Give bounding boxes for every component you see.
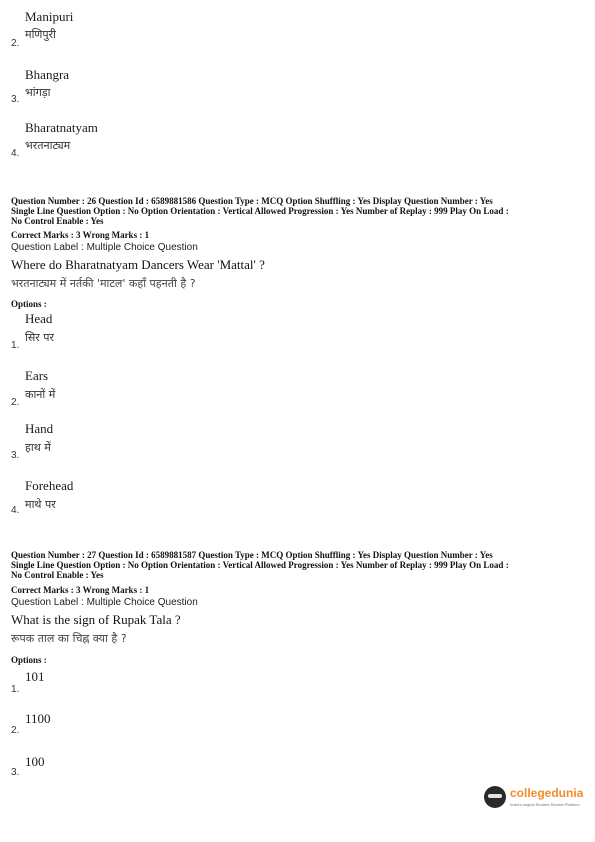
- question-text-en: Where do Bharatnatyam Dancers Wear 'Mattal' ?: [11, 257, 265, 272]
- option-number: 2.: [11, 397, 20, 408]
- option-en: Bharatnatyam: [25, 120, 98, 135]
- option-en: 100: [25, 754, 45, 769]
- question-label: Question Label : Multiple Choice Question: [11, 242, 198, 253]
- meta-line: Single Line Question Option : No Option Orientation : Vertical Allowed Progression : Yes Number of Replay : 999 Play On Load :: [11, 206, 509, 216]
- question-meta: [11, 196, 586, 226]
- meta-line: Question Number : 27 Question Id : 6589881587 Question Type : MCQ Option Shuffling : Yes Display Question Number : Yes: [11, 550, 493, 560]
- meta-line: No Control Enable : Yes: [11, 570, 104, 580]
- option-hi: सिर पर: [25, 331, 55, 344]
- meta-line: Question Number : 26 Question Id : 6589881586 Question Type : MCQ Option Shuffling : Yes Display Question Number : Yes: [11, 196, 493, 206]
- option-number: 4.: [11, 505, 20, 516]
- options-title: Options :: [11, 655, 47, 665]
- question-label: Question Label : Multiple Choice Question: [11, 597, 198, 608]
- option-hi: हाथ में: [25, 441, 51, 454]
- option-en: Head: [25, 311, 53, 326]
- option-en: Manipuri: [25, 9, 74, 24]
- option-hi: माथे पर: [25, 498, 56, 511]
- option-en: Hand: [25, 421, 54, 436]
- option-hi: भांगड़ा: [25, 86, 51, 99]
- meta-line: Single Line Question Option : No Option Orientation : Vertical Allowed Progression : Yes Number of Replay : 999 Play On Load :: [11, 560, 509, 570]
- option-hi: भरतनाट्यम: [25, 139, 71, 152]
- question-text-en: What is the sign of Rupak Tala ?: [11, 612, 181, 627]
- marks: Correct Marks : 3 Wrong Marks : 1: [11, 585, 150, 595]
- option-hi: मणिपुरी: [25, 28, 56, 41]
- option-en: 101: [25, 669, 45, 684]
- meta-line: No Control Enable : Yes: [11, 216, 104, 226]
- question-meta: [11, 550, 586, 580]
- option-number: 4.: [11, 148, 20, 159]
- option-number: 1.: [11, 684, 20, 695]
- question-text-hi: भरतनाट्यम में नर्तकी 'माटल' कहाँ पहनती है ?: [11, 277, 196, 290]
- option-number: 2.: [11, 38, 20, 49]
- option-number: 1.: [11, 340, 20, 351]
- option-number: 3.: [11, 767, 20, 778]
- option-hi: कानों में: [25, 388, 56, 401]
- option-number: 3.: [11, 94, 20, 105]
- option-number: 3.: [11, 450, 20, 461]
- logo-name: collegedunia: [510, 786, 584, 800]
- collegedunia-logo: [484, 784, 584, 812]
- option-en: 1100: [25, 711, 51, 726]
- option-en: Forehead: [25, 478, 74, 493]
- option-en: Ears: [25, 368, 49, 383]
- marks: Correct Marks : 3 Wrong Marks : 1: [11, 230, 150, 240]
- logo-tagline: India's largest Student Review Platform: [510, 802, 580, 807]
- option-number: 2.: [11, 725, 20, 736]
- mascot-face-icon: [484, 786, 506, 808]
- option-en: Bhangra: [25, 67, 70, 82]
- question-text-hi: रूपक ताल का चिह्न क्या है ?: [11, 632, 127, 645]
- options-title: Options :: [11, 299, 47, 309]
